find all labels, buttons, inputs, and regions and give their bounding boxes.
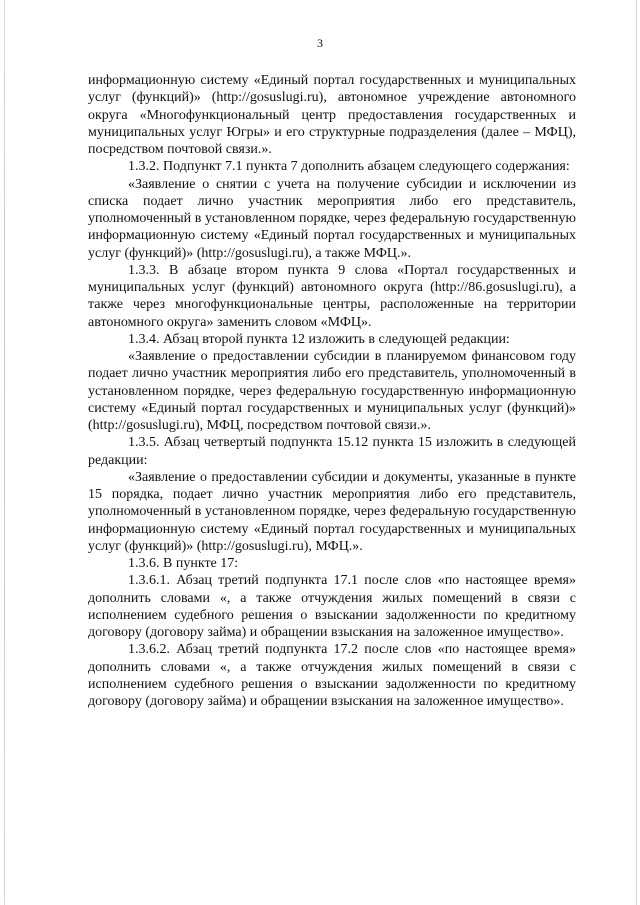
paragraph-1-3-3: 1.3.3. В абзаце втором пункта 9 слова «Портал государственных и муниципальных услуг (функций) автономного округа (http://86.gosuslugi.ru), а также через многофункциональные центры, расположенные на территории автономного округа» заменить словом «МФЦ». (88, 262, 576, 330)
paragraph-1-3-5: 1.3.5. Абзац четвертый подпункта 15.12 пункта 15 изложить в следующей редакции: (88, 435, 576, 468)
paragraph-quote-subsidy-application: «Заявление о предоставлении субсидии в планируемом финансовом году подает лично участник мероприятия либо его представитель, уполномоченный в установленном порядке, через федеральную государственную информационную систему «Единый портал государственных и муниципальных услуг (функций)» (http://gosuslugi.ru), МФЦ, посредством почтовой связи.». (88, 349, 576, 433)
paragraph-1-3-4: 1.3.4. Абзац второй пункта 12 изложить в следующей редакции: (128, 331, 510, 347)
paragraph-1-3-6-1: 1.3.6.1. Абзац третий подпункта 17.1 после слов «по настоящее время» дополнить словами «, а также отчуждения жилых помещений в связи с исполнением судебного решения о взыскании задолженности по кредитному договору (договору займа) и обращении взыскания на заложенное имущество». (88, 573, 576, 640)
page-number: 3 (317, 36, 323, 50)
paragraph-1-3-2: 1.3.2. Подпункт 7.1 пункта 7 дополнить абзацем следующего содержания: (128, 159, 570, 175)
paragraph-quote-removal: «Заявление о снятии с учета на получение субсидии и исключении из списка подает лично участник мероприятия либо его представитель, уполномоченный в установленном порядке, через федеральную государственную информационную систему «Единый портал государственных и муниципальных услуг (функций)» (http://gosuslugi.ru), а также МФЦ.». (88, 176, 576, 261)
paragraph-continuation: информационную систему «Единый портал государственных и муниципальных услуг (функций)» (http://gosuslugi.ru), автономное учреждение автономного округа «Многофункциональный центр предоставления государственных и муниципальных услуг Югры» и его структурные подразделения (далее – МФЦ), посредством почтовой связи.». (88, 73, 576, 157)
scan-edge-left (4, 0, 5, 905)
paragraph-quote-documents: «Заявление о предоставлении субсидии и документы, указанные в пункте 15 порядка, подает лично участник мероприятия либо его представитель, уполномоченный в установленном порядке, через федеральную государственную информационную систему «Единый портал государственных и муниципальных услуг (функций)» (http://gosuslugi.ru), МФЦ.». (88, 469, 576, 554)
paragraph-1-3-6-2: 1.3.6.2. Абзац третий подпункта 17.2 после слов «по настоящее время» дополнить словами «, а также отчуждения жилых помещений в связи с исполнением судебного решения о взыскании задолженности по кредитному договору (договору займа) и обращении взыскания на заложенное имущество». (88, 642, 576, 709)
document-body (88, 72, 576, 710)
scan-edge-right (636, 0, 637, 905)
paragraph-1-3-6: 1.3.6. В пункте 17: (128, 556, 239, 571)
